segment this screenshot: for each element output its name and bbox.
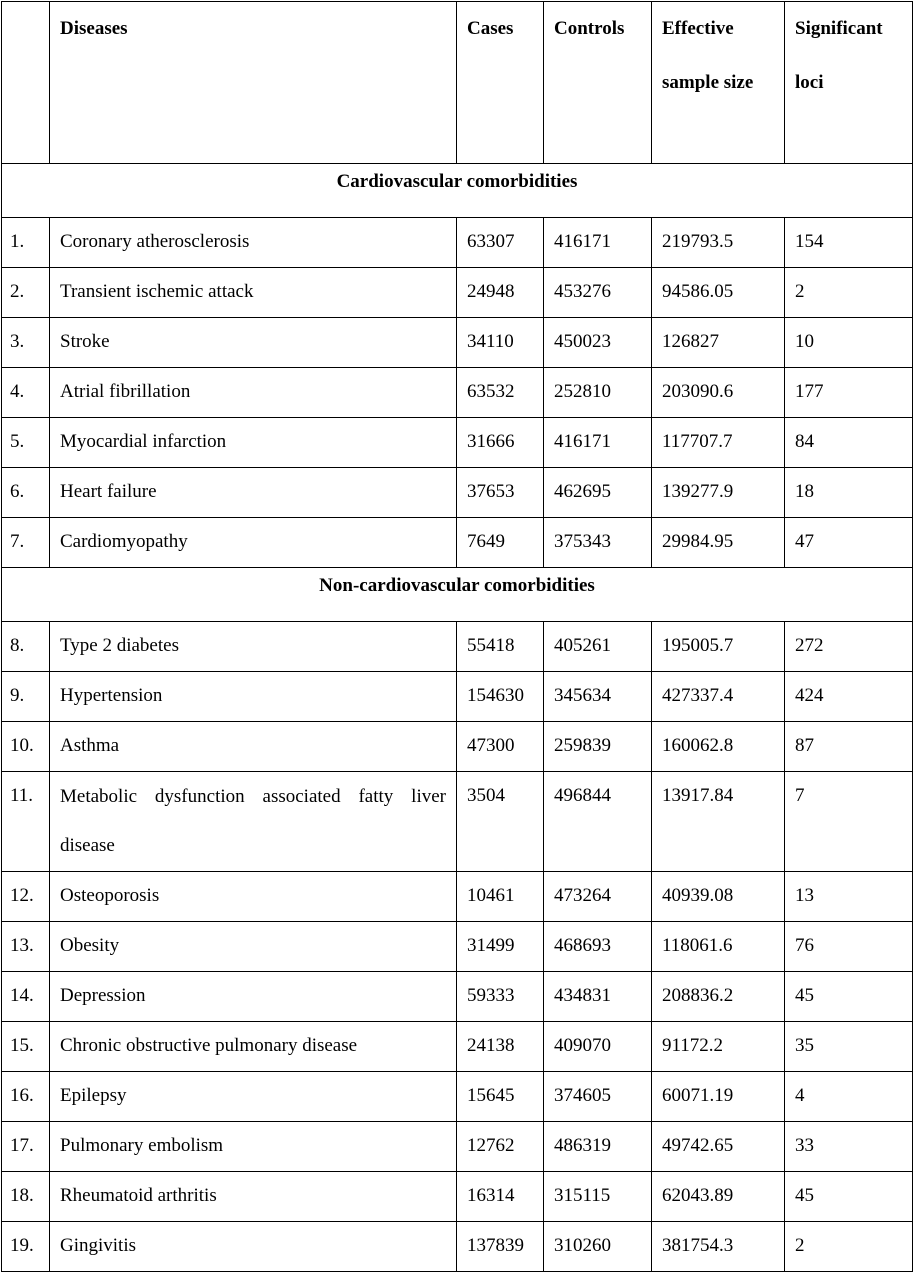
controls-count: 416171 xyxy=(544,218,652,268)
cases-count: 15645 xyxy=(457,1072,544,1122)
table-row xyxy=(2,672,913,722)
cases-count: 63532 xyxy=(457,368,544,418)
cases-count: 16314 xyxy=(457,1172,544,1222)
row-number: 17. xyxy=(2,1122,50,1172)
significant-loci: 2 xyxy=(785,268,913,318)
table-row xyxy=(2,922,913,972)
disease-name: Epilepsy xyxy=(50,1072,457,1122)
significant-loci: 18 xyxy=(785,468,913,518)
controls-count: 405261 xyxy=(544,622,652,672)
disease-name: Hypertension xyxy=(50,672,457,722)
cases-count: 37653 xyxy=(457,468,544,518)
controls-count: 259839 xyxy=(544,722,652,772)
cases-count: 31666 xyxy=(457,418,544,468)
disease-name: Chronic obstructive pulmonary disease xyxy=(50,1022,457,1072)
cases-count: 24138 xyxy=(457,1022,544,1072)
effective-sample-size: 219793.5 xyxy=(652,218,785,268)
effective-sample-size: 427337.4 xyxy=(652,672,785,722)
disease-name: Stroke xyxy=(50,318,457,368)
effective-sample-size: 29984.95 xyxy=(652,518,785,568)
disease-name: Depression xyxy=(50,972,457,1022)
header-number xyxy=(2,2,50,164)
row-number: 6. xyxy=(2,468,50,518)
row-number: 10. xyxy=(2,722,50,772)
effective-sample-size: 126827 xyxy=(652,318,785,368)
effective-sample-size: 60071.19 xyxy=(652,1072,785,1122)
table-row xyxy=(2,218,913,268)
header-row xyxy=(2,2,913,164)
section-header-row xyxy=(2,164,913,218)
table-row xyxy=(2,772,913,872)
significant-loci: 272 xyxy=(785,622,913,672)
section-header-row xyxy=(2,568,913,622)
header-diseases: Diseases xyxy=(50,2,457,164)
cases-count: 10461 xyxy=(457,872,544,922)
cases-count: 24948 xyxy=(457,268,544,318)
table-row xyxy=(2,368,913,418)
effective-sample-size: 49742.65 xyxy=(652,1122,785,1172)
effective-sample-size: 13917.84 xyxy=(652,772,785,872)
row-number: 4. xyxy=(2,368,50,418)
controls-count: 453276 xyxy=(544,268,652,318)
header-cases: Cases xyxy=(457,2,544,164)
effective-sample-size: 40939.08 xyxy=(652,872,785,922)
disease-name: Coronary atherosclerosis xyxy=(50,218,457,268)
table-row xyxy=(2,1122,913,1172)
controls-count: 375343 xyxy=(544,518,652,568)
row-number: 18. xyxy=(2,1172,50,1222)
controls-count: 374605 xyxy=(544,1072,652,1122)
table-row xyxy=(2,872,913,922)
disease-name: Metabolic dysfunction associated fatty liver disease xyxy=(50,772,457,872)
significant-loci: 33 xyxy=(785,1122,913,1172)
controls-count: 315115 xyxy=(544,1172,652,1222)
table-row xyxy=(2,318,913,368)
cases-count: 137839 xyxy=(457,1222,544,1272)
significant-loci: 84 xyxy=(785,418,913,468)
significant-loci: 45 xyxy=(785,1172,913,1222)
controls-count: 310260 xyxy=(544,1222,652,1272)
cases-count: 47300 xyxy=(457,722,544,772)
disease-name: Osteoporosis xyxy=(50,872,457,922)
significant-loci: 45 xyxy=(785,972,913,1022)
table-row xyxy=(2,622,913,672)
header-significant-loci: Significant loci xyxy=(785,2,913,164)
table-row xyxy=(2,972,913,1022)
section-title: Non-cardiovascular comorbidities xyxy=(2,568,913,622)
disease-name: Transient ischemic attack xyxy=(50,268,457,318)
table-row xyxy=(2,722,913,772)
significant-loci: 76 xyxy=(785,922,913,972)
row-number: 8. xyxy=(2,622,50,672)
disease-name: Gingivitis xyxy=(50,1222,457,1272)
significant-loci: 177 xyxy=(785,368,913,418)
cases-count: 12762 xyxy=(457,1122,544,1172)
controls-count: 409070 xyxy=(544,1022,652,1072)
table-row xyxy=(2,1072,913,1122)
cases-count: 7649 xyxy=(457,518,544,568)
controls-count: 252810 xyxy=(544,368,652,418)
controls-count: 486319 xyxy=(544,1122,652,1172)
effective-sample-size: 203090.6 xyxy=(652,368,785,418)
effective-sample-size: 62043.89 xyxy=(652,1172,785,1222)
row-number: 12. xyxy=(2,872,50,922)
row-number: 5. xyxy=(2,418,50,468)
significant-loci: 7 xyxy=(785,772,913,872)
cases-count: 59333 xyxy=(457,972,544,1022)
table-row xyxy=(2,468,913,518)
section-title: Cardiovascular comorbidities xyxy=(2,164,913,218)
disease-name: Rheumatoid arthritis xyxy=(50,1172,457,1222)
significant-loci: 4 xyxy=(785,1072,913,1122)
row-number: 1. xyxy=(2,218,50,268)
table-row xyxy=(2,418,913,468)
significant-loci: 35 xyxy=(785,1022,913,1072)
table-row xyxy=(2,1222,913,1272)
effective-sample-size: 94586.05 xyxy=(652,268,785,318)
disease-name: Myocardial infarction xyxy=(50,418,457,468)
controls-count: 416171 xyxy=(544,418,652,468)
effective-sample-size: 117707.7 xyxy=(652,418,785,468)
disease-name: Atrial fibrillation xyxy=(50,368,457,418)
row-number: 16. xyxy=(2,1072,50,1122)
disease-name: Obesity xyxy=(50,922,457,972)
row-number: 2. xyxy=(2,268,50,318)
effective-sample-size: 381754.3 xyxy=(652,1222,785,1272)
cases-count: 154630 xyxy=(457,672,544,722)
row-number: 14. xyxy=(2,972,50,1022)
controls-count: 450023 xyxy=(544,318,652,368)
disease-name: Pulmonary embolism xyxy=(50,1122,457,1172)
significant-loci: 87 xyxy=(785,722,913,772)
header-effective-sample-size: Effective sample size xyxy=(652,2,785,164)
significant-loci: 424 xyxy=(785,672,913,722)
cases-count: 31499 xyxy=(457,922,544,972)
cases-count: 63307 xyxy=(457,218,544,268)
cases-count: 34110 xyxy=(457,318,544,368)
significant-loci: 154 xyxy=(785,218,913,268)
effective-sample-size: 195005.7 xyxy=(652,622,785,672)
disease-name: Type 2 diabetes xyxy=(50,622,457,672)
disease-name: Cardiomyopathy xyxy=(50,518,457,568)
table-row xyxy=(2,1022,913,1072)
controls-count: 345634 xyxy=(544,672,652,722)
row-number: 19. xyxy=(2,1222,50,1272)
effective-sample-size: 208836.2 xyxy=(652,972,785,1022)
table-row xyxy=(2,518,913,568)
controls-count: 434831 xyxy=(544,972,652,1022)
disease-name: Asthma xyxy=(50,722,457,772)
header-controls: Controls xyxy=(544,2,652,164)
effective-sample-size: 160062.8 xyxy=(652,722,785,772)
cases-count: 3504 xyxy=(457,772,544,872)
table-row xyxy=(2,1172,913,1222)
effective-sample-size: 139277.9 xyxy=(652,468,785,518)
row-number: 13. xyxy=(2,922,50,972)
row-number: 9. xyxy=(2,672,50,722)
controls-count: 473264 xyxy=(544,872,652,922)
effective-sample-size: 91172.2 xyxy=(652,1022,785,1072)
cases-count: 55418 xyxy=(457,622,544,672)
comorbidities-table xyxy=(1,1,913,1272)
row-number: 3. xyxy=(2,318,50,368)
significant-loci: 13 xyxy=(785,872,913,922)
effective-sample-size: 118061.6 xyxy=(652,922,785,972)
disease-name: Heart failure xyxy=(50,468,457,518)
controls-count: 496844 xyxy=(544,772,652,872)
row-number: 7. xyxy=(2,518,50,568)
controls-count: 468693 xyxy=(544,922,652,972)
row-number: 11. xyxy=(2,772,50,872)
row-number: 15. xyxy=(2,1022,50,1072)
significant-loci: 2 xyxy=(785,1222,913,1272)
significant-loci: 47 xyxy=(785,518,913,568)
significant-loci: 10 xyxy=(785,318,913,368)
table-row xyxy=(2,268,913,318)
controls-count: 462695 xyxy=(544,468,652,518)
